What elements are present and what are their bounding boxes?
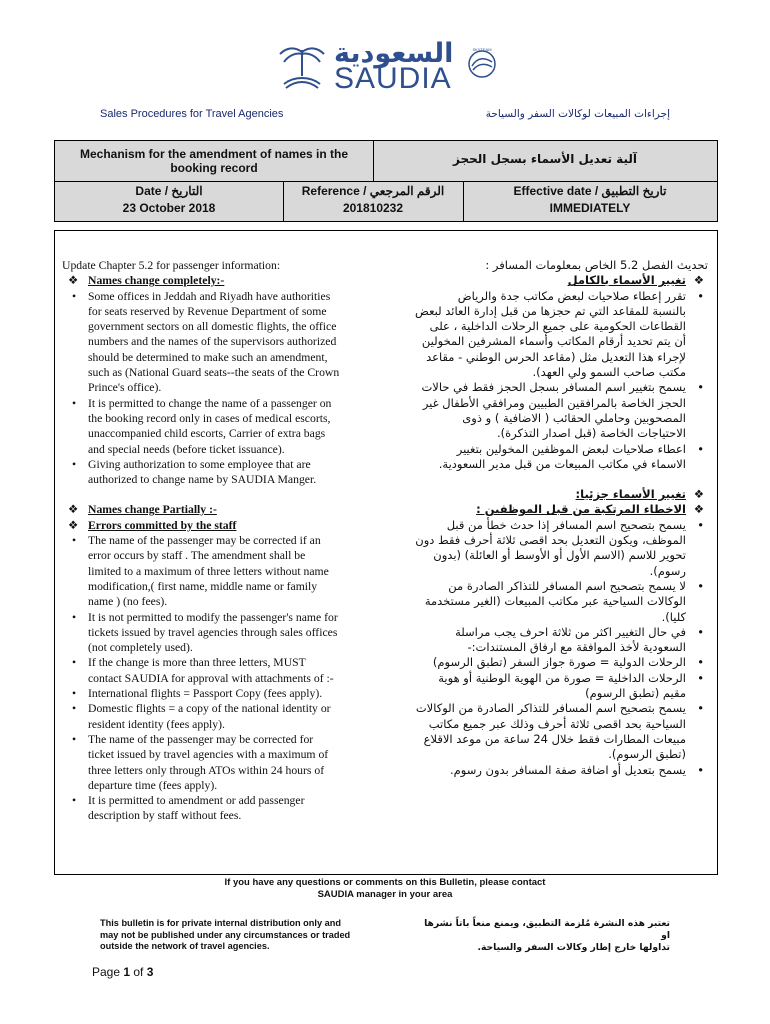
bullet-icon: • xyxy=(697,517,704,532)
text-line: الموظف، ويكون التعديل بحد اقصى ثلاثة أحرف فقط دون xyxy=(415,533,686,548)
arabic-list-item xyxy=(406,442,708,473)
text-line: تعتبر هذه النشرة مُلزمة التطبيق، ويمنع منعاً باتاً نشرها او xyxy=(424,918,670,941)
text-line: and special needs (before ticket issuance). xyxy=(88,442,285,456)
text-line: السعودية لأخذ الموافقة مع ارفاق المستندات:- xyxy=(467,640,686,655)
text-line: It is permitted to change the name of a passenger on xyxy=(88,396,332,410)
text-line: unaccompanied child escorts, Carrier of extra bags xyxy=(88,427,326,441)
text-line: الرحلات الداخلية = صورة من الهوية الوطنية أو هوية xyxy=(438,670,686,685)
text-line: tickets issued by travel agencies through sales offices xyxy=(88,625,338,639)
english-section3-title: Errors committed by the staff xyxy=(88,518,237,532)
arabic-section-names-complete xyxy=(406,273,708,288)
text-line: limited to a maximum of three letters without name xyxy=(88,564,329,578)
text-line: يسمح بتصحيح اسم المسافر للتذاكر الصادرة من الوكالات xyxy=(415,701,686,716)
subject-arabic: آلية تعديل الأسماء بسجل الحجز xyxy=(453,152,637,166)
bullet-icon: • xyxy=(72,687,77,701)
arabic-section-staff-errors xyxy=(406,502,708,517)
text-line: تقرر إعطاء صلاحيات لبعض مكاتب جدة والرياض xyxy=(457,288,686,303)
distribution-notice-english xyxy=(100,918,390,953)
text-line: may not be published under any circumstances or traded xyxy=(100,929,351,940)
text-line: Giving authorization to some employee that are xyxy=(88,457,311,471)
arabic-list-item xyxy=(406,289,708,381)
text-line: departure time (fees apply). xyxy=(88,778,218,792)
effective-date-value: IMMEDIATELY xyxy=(549,201,631,215)
english-list-item xyxy=(62,701,382,732)
english-list-item xyxy=(62,732,382,793)
bullet-icon: • xyxy=(697,441,704,456)
english-section-staff-errors xyxy=(62,518,382,533)
arabic-section-names-partial xyxy=(406,487,708,502)
english-list-item xyxy=(62,793,382,824)
saudia-logo xyxy=(274,38,500,96)
page-of: of xyxy=(130,965,147,979)
arabic-column xyxy=(406,258,708,778)
text-line: This bulletin is for private internal distribution only and xyxy=(100,918,341,928)
bullet-icon: • xyxy=(697,288,704,303)
text-line: The name of the passenger may be corrected if an xyxy=(88,534,321,548)
date-label: Date / التاريخ xyxy=(135,184,203,198)
date-value: 23 October 2018 xyxy=(122,201,216,215)
text-line: لا يسمح بتصحيح اسم المسافر للتذاكر الصادرة من xyxy=(448,578,686,593)
english-list-item xyxy=(62,655,382,686)
page-prefix: Page xyxy=(92,965,124,979)
text-line: If the change is more than three letters, MUST xyxy=(88,656,306,670)
text-line: تداولها خارج إطار وكالات السفر والسياحة. xyxy=(477,942,670,953)
text-line: الاسماء في مكاتب المبيعات من قبل مدير السعودية. xyxy=(438,456,686,471)
text-line: السياحية بحد اقصى ثلاثة أحرف وذلك عبر جميع مكاتب xyxy=(428,716,686,731)
text-line: لإجراء هذا التعديل مثل (مقاعد الحرس الوطني - مقاعد xyxy=(426,349,686,364)
reference-value: 201810232 xyxy=(342,201,404,215)
bulletin-info-table xyxy=(54,140,718,222)
english-list-item xyxy=(62,686,382,701)
english-section1-title: Names change completely:- xyxy=(88,274,225,288)
distribution-notice-arabic xyxy=(420,918,670,954)
bullet-icon: • xyxy=(72,656,77,670)
text-line: It is permitted to amendment or add passenger xyxy=(88,794,305,808)
text-line: Some offices in Jeddah and Riyadh have authorities xyxy=(88,289,331,303)
text-line: الحجز الخاصة بالمرافقين الطبيين ومرافقي الأطفال غير xyxy=(422,395,686,410)
contact-line-2: SAUDIA manager in your area xyxy=(317,889,453,900)
arabic-intro: تحديث الفصل 5.2 الخاص بمعلومات المسافر : xyxy=(485,258,708,272)
text-line: القطاعات الحكومية على جميع الرحلات الداخلية ، على xyxy=(429,319,686,334)
text-line: should be determined to make such an amendment, xyxy=(88,350,328,364)
bullet-icon: • xyxy=(72,794,77,808)
bullet-icon: • xyxy=(72,702,77,716)
diamond-bullet-icon: ❖ xyxy=(68,274,79,288)
text-line: (not completely used). xyxy=(88,641,193,655)
bullet-icon: • xyxy=(72,289,77,303)
english-list-item xyxy=(62,610,382,656)
bullet-icon: • xyxy=(697,762,704,777)
english-list-item xyxy=(62,533,382,609)
arabic-section2-title: تغيير الأسماء جزئيا: xyxy=(575,487,686,502)
text-line: government sectors on all domestic flights, the office xyxy=(88,320,337,334)
english-section2-title: Names change Partially :- xyxy=(88,503,217,517)
reference-label: Reference / الرقم المرجعي xyxy=(301,184,445,198)
text-line: الوكالات السياحية عبر مكاتب المبيعات (الغير مستخدمة xyxy=(424,594,686,609)
text-line: modification,( first name, middle name or family xyxy=(88,579,318,593)
text-line: contact SAUDIA for approval with attachments of :- xyxy=(88,671,334,685)
arabic-list-item xyxy=(406,671,708,702)
text-line: في حال التغيير اكثر من ثلاثة احرف يجب مراسلة xyxy=(455,624,686,639)
arabic-section3-title: الاخطاء المرتكبة من قبل الموظفين : xyxy=(476,502,686,517)
diamond-bullet-icon: ❖ xyxy=(68,503,79,517)
text-line: الرحلات الدولية = صورة جواز السفر (تطبق الرسوم) xyxy=(432,655,686,670)
english-list-item xyxy=(62,289,382,396)
text-line: Prince's office). xyxy=(88,381,162,395)
bullet-icon: • xyxy=(72,732,77,746)
arabic-list-item xyxy=(406,763,708,778)
english-section-names-complete xyxy=(62,273,382,288)
contact-line-1: If you have any questions or comments on this Bulletin, please contact xyxy=(224,877,546,888)
text-line: ticket issued by travel agencies with a maximum of xyxy=(88,748,329,762)
text-line: مقيم (تطبق الرسوم) xyxy=(585,686,686,701)
text-line: يسمح بتصحيح اسم المسافر إذا حدث خطأ من قبل xyxy=(446,517,686,532)
text-line: for seats reserved by Revenue Department of some xyxy=(88,304,327,318)
diamond-bullet-icon: ❖ xyxy=(693,487,704,502)
text-line: It is not permitted to modify the passenger's name for xyxy=(88,610,338,624)
arabic-list-item xyxy=(406,655,708,670)
text-line: resident identity (fees apply). xyxy=(88,717,225,731)
bullet-icon: • xyxy=(72,610,77,624)
text-line: error occurs by staff . The amendment shall be xyxy=(88,549,306,563)
text-line: رسوم). xyxy=(649,563,686,578)
text-line: تحوير للاسم (الاسم الأول أو الأوسط أو العائلة) (بدون xyxy=(433,548,686,563)
bullet-icon: • xyxy=(697,578,704,593)
english-section-names-partial xyxy=(62,502,382,517)
effective-date-label: Effective date / تاريخ التطبيق xyxy=(513,184,667,198)
bullet-icon: • xyxy=(697,701,704,716)
logo-english-text: SAUDIA xyxy=(334,62,452,95)
bullet-icon: • xyxy=(72,396,77,410)
page-current: 1 xyxy=(123,965,131,979)
text-line: outside the network of travel agencies. xyxy=(100,941,270,951)
arabic-list-item xyxy=(406,380,708,441)
page-total: 3 xyxy=(146,965,154,979)
arabic-list-item xyxy=(406,625,708,656)
arabic-section1-title: تغيير الأسماء بالكامل xyxy=(567,273,686,288)
english-column xyxy=(62,258,382,824)
text-line: يسمح بتغيير اسم المسافر بسجل الحجز فقط في حالات xyxy=(421,380,686,395)
text-line: such as (National Guard seats--the seats of the Crown xyxy=(88,366,340,380)
text-line: name ) (no fees). xyxy=(88,595,168,609)
text-line: The name of the passenger may be corrected for xyxy=(88,732,314,746)
arabic-list-item xyxy=(406,579,708,625)
bullet-icon: • xyxy=(697,655,704,670)
english-list-item xyxy=(62,396,382,457)
bullet-icon: • xyxy=(697,624,704,639)
text-line: numbers and the names of the supervisors authorized xyxy=(88,335,337,349)
header-title-arabic: إجراءات المبيعات لوكالات السفر والسياحة xyxy=(485,108,670,120)
diamond-bullet-icon: ❖ xyxy=(693,273,704,288)
page-number xyxy=(92,965,153,979)
subject-english: Mechanism for the amendment of names in the booking record xyxy=(79,147,349,175)
palm-swords-emblem-icon xyxy=(274,42,330,92)
logo-arabic-text: السعودية xyxy=(334,38,454,69)
arabic-list-item xyxy=(406,518,708,579)
text-line: International flights = Passport Copy (fees apply). xyxy=(88,687,323,701)
diamond-bullet-icon: ❖ xyxy=(693,502,704,517)
text-line: description by staff without fees. xyxy=(88,809,242,823)
bullet-icon: • xyxy=(697,670,704,685)
text-line: Domestic flights = a copy of the national identity or xyxy=(88,702,331,716)
arabic-list-item xyxy=(406,701,708,762)
text-line: بالنسبة للمقاعد التي تم حجزها من قبل إدارة العائد لبعض xyxy=(415,303,686,318)
english-list-item xyxy=(62,457,382,488)
header-title-english: Sales Procedures for Travel Agencies xyxy=(100,108,284,120)
bullet-icon: • xyxy=(697,380,704,395)
text-line: كليا). xyxy=(661,609,686,624)
text-line: authorized to change name by SAUDIA Manger. xyxy=(88,473,317,487)
skyteam-badge-text: SKYTEAM xyxy=(472,47,492,52)
text-line: (تطبق الرسوم). xyxy=(608,747,686,762)
text-line: the booking record only in cases of medical escorts, xyxy=(88,411,331,425)
skyteam-badge-icon xyxy=(464,46,500,82)
text-line: الاحتياجات الخاصة (قبل اصدار التذكرة). xyxy=(496,426,686,441)
english-intro: Update Chapter 5.2 for passenger information: xyxy=(62,259,281,272)
text-line: مبيعات المطارات فقط خلال 24 ساعة من موعد الاقلاع xyxy=(423,731,686,746)
text-line: المصحوبين وحاملي الحقائب ( الاضافية ) و ذوى xyxy=(462,410,686,425)
text-line: مكتب صاحب السمو ولي العهد). xyxy=(532,365,686,380)
text-line: اعطاء صلاحيات لبعض الموظفين المخولين بتغيير xyxy=(456,441,686,456)
text-line: يسمح بتعديل أو اضافة صفة المسافر بدون رسوم. xyxy=(449,762,686,777)
diamond-bullet-icon: ❖ xyxy=(68,518,79,532)
text-line: three letters only through ATOs within 24 hours of xyxy=(88,763,325,777)
text-line: أن يتم تحديد أرقام المكاتب وأسماء المشرفين المخولين xyxy=(421,334,686,349)
bullet-icon: • xyxy=(72,534,77,548)
bullet-icon: • xyxy=(72,457,77,471)
